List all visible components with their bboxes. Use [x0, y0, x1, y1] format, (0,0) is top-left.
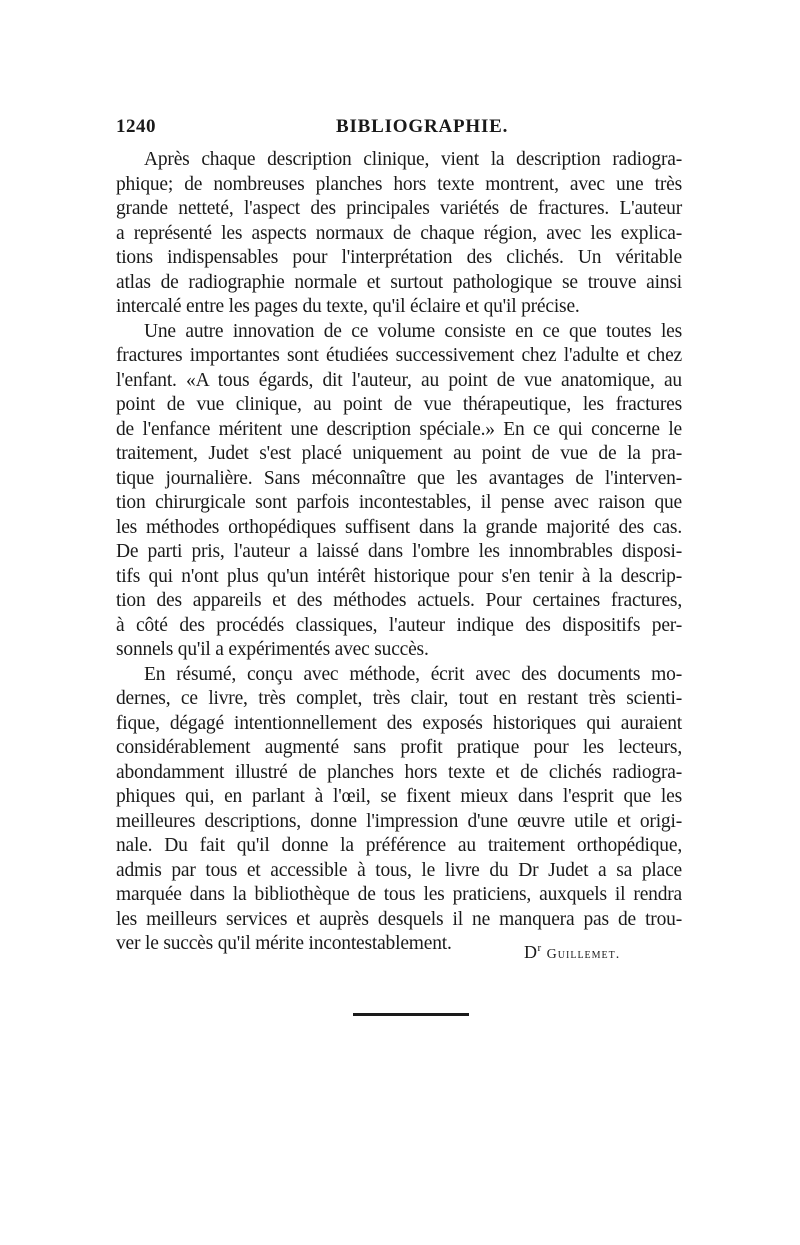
signature-title: D: [524, 942, 538, 962]
text-line: traitement, Judet s'est placé uniquement au point de vue de la pra-: [116, 443, 682, 464]
section-divider: [353, 1013, 469, 1016]
text-line: sonnels qu'il a expérimentés avec succès.: [116, 639, 429, 660]
text-line: les meilleurs services et auprès desquels il ne manquera pas de trou-: [116, 908, 682, 930]
text-line: tique journalière. Sans méconnaître que les avantages de l'interven-: [116, 467, 682, 489]
text-line: les méthodes orthopédiques suffisent dans la grande majorité des cas.: [116, 516, 682, 538]
page-number: 1240: [116, 116, 156, 137]
text-line: nale. Du fait qu'il donne la préférence au traitement orthopédique,: [116, 835, 682, 856]
author-signature: [524, 942, 620, 963]
text-line: admis par tous et accessible à tous, le livre du Dr Judet a sa place: [116, 859, 682, 881]
signature-name: Guillemet.: [546, 947, 621, 962]
text-line: de l'enfance méritent une description spéciale.» En ce qui concerne le: [116, 418, 682, 440]
text-line: phique; de nombreuses planches hors texte montrent, avec une très: [116, 173, 682, 195]
text-line: considérablement augmenté sans profit pratique pour les lecteurs,: [116, 737, 682, 758]
text-line: dernes, ce livre, très complet, très clair, tout en restant très scienti-: [116, 688, 682, 709]
text-line: tifs qui n'ont plus qu'un intérêt historique pour s'en tenir à la descrip-: [116, 565, 682, 587]
text-line: a représenté les aspects normaux de chaque région, avec les explica-: [116, 222, 682, 244]
text-line: Une autre innovation de ce volume consiste en ce que toutes les: [144, 320, 682, 342]
text-line: tion des appareils et des méthodes actuels. Pour certaines fractures,: [116, 590, 682, 611]
text-line: ver le succès qu'il mérite incontestablement.: [116, 933, 452, 954]
body-text: [116, 148, 682, 957]
page-header: [116, 116, 682, 140]
text-line: tion chirurgicale sont parfois incontestables, il pense avec raison que: [116, 492, 682, 513]
text-line: De parti pris, l'auteur a laissé dans l'ombre les innombrables disposi-: [116, 541, 682, 562]
text-line: fique, dégagé intentionnellement des exposés historiques qui auraient: [116, 712, 682, 734]
text-line: marquée dans la bibliothèque de tous les praticiens, auxquels il rendra: [116, 884, 682, 905]
text-line: fractures importantes sont étudiées successivement chez l'adulte et chez: [116, 345, 682, 366]
text-line: meilleures descriptions, donne l'impression d'une œuvre utile et origi-: [116, 810, 682, 832]
running-head: BIBLIOGRAPHIE.: [336, 116, 509, 137]
text-line: atlas de radiographie normale et surtout pathologique se trouve ainsi: [116, 271, 682, 293]
text-line: abondamment illustré de planches hors texte et de clichés radiogra-: [116, 761, 682, 783]
text-line: tions indispensables pour l'interprétation des clichés. Un véritable: [116, 247, 682, 268]
text-line: En résumé, conçu avec méthode, écrit avec des documents mo-: [144, 663, 682, 685]
text-line: phiques qui, en parlant à l'œil, se fixent mieux dans l'esprit que les: [116, 786, 682, 807]
text-line: Après chaque description clinique, vient la description radiogra-: [144, 149, 682, 170]
text-line: grande netteté, l'aspect des principales variétés de fractures. L'auteur: [116, 198, 682, 219]
text-line: intercalé entre les pages du texte, qu'il éclaire et qu'il précise.: [116, 296, 580, 317]
signature-title-superscript: r: [537, 942, 542, 954]
text-line: à côté des procédés classiques, l'auteur indique des dispositifs per-: [116, 614, 682, 636]
text-line: l'enfant. «A tous égards, dit l'auteur, au point de vue anatomique, au: [116, 369, 682, 391]
text-line: point de vue clinique, au point de vue thérapeutique, les fractures: [116, 394, 682, 415]
